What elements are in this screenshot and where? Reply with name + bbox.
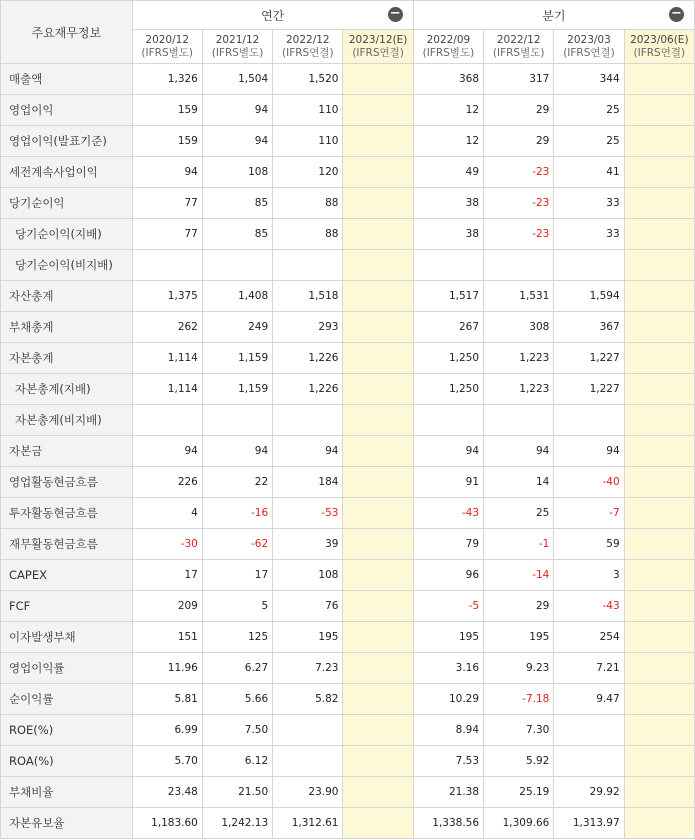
period-basis: (IFRS별도)	[141, 46, 193, 59]
period-basis: (IFRS별도)	[492, 46, 545, 59]
table-row	[1, 219, 695, 250]
value-cell: 5.66	[202, 684, 272, 715]
row-label[interactable]: 자본유보율	[1, 808, 133, 839]
value-cell: 1,223	[484, 343, 554, 374]
table-row	[1, 529, 695, 560]
value-cell: 3	[554, 560, 624, 591]
value-cell: 184	[273, 467, 343, 498]
value-cell: 21.38	[413, 777, 483, 808]
table-row	[1, 126, 695, 157]
period-basis: (IFRS연결)	[352, 46, 404, 59]
value-cell: 1,183.60	[132, 808, 202, 839]
value-cell: 94	[202, 126, 272, 157]
value-cell: 94	[202, 95, 272, 126]
value-cell	[624, 653, 694, 684]
value-cell: 94	[413, 436, 483, 467]
value-cell: -40	[554, 467, 624, 498]
value-cell	[624, 250, 694, 281]
value-cell: 94	[484, 436, 554, 467]
table-row	[1, 374, 695, 405]
value-cell: -30	[132, 529, 202, 560]
value-cell: 38	[413, 188, 483, 219]
value-cell: 209	[132, 591, 202, 622]
period-header	[554, 30, 624, 64]
value-cell: 33	[554, 188, 624, 219]
value-cell: 7.23	[273, 653, 343, 684]
row-label[interactable]: 자본총계	[1, 343, 133, 374]
value-cell	[343, 777, 413, 808]
value-cell: 4	[132, 498, 202, 529]
value-cell: 25.19	[484, 777, 554, 808]
value-cell: 1,504	[202, 64, 272, 95]
value-cell: 77	[132, 188, 202, 219]
row-label[interactable]: 부채총계	[1, 312, 133, 343]
row-label[interactable]: 당기순이익(지배)	[1, 219, 133, 250]
value-cell	[343, 219, 413, 250]
value-cell: 91	[413, 467, 483, 498]
value-cell: 17	[202, 560, 272, 591]
value-cell: 293	[273, 312, 343, 343]
period-date: 2023/12(E)	[348, 33, 408, 46]
value-cell: 6.27	[202, 653, 272, 684]
value-cell: 1,159	[202, 374, 272, 405]
value-cell: 1,227	[554, 374, 624, 405]
value-cell	[554, 405, 624, 436]
value-cell: 5.92	[484, 746, 554, 777]
value-cell	[484, 250, 554, 281]
value-cell	[624, 498, 694, 529]
value-cell: 344	[554, 64, 624, 95]
value-cell: 94	[554, 436, 624, 467]
value-cell: 7.53	[413, 746, 483, 777]
row-label[interactable]: 부채비율	[1, 777, 133, 808]
period-date: 2023/06(E)	[630, 33, 689, 46]
row-label[interactable]: CAPEX	[1, 560, 133, 591]
value-cell: 7.50	[202, 715, 272, 746]
value-cell: 1,227	[554, 343, 624, 374]
value-cell	[624, 157, 694, 188]
value-cell: 94	[202, 436, 272, 467]
value-cell	[273, 250, 343, 281]
row-label[interactable]: 자본총계(비지배)	[1, 405, 133, 436]
table-row	[1, 653, 695, 684]
value-cell: 1,375	[132, 281, 202, 312]
annual-group-header	[132, 1, 413, 30]
value-cell: 29	[484, 591, 554, 622]
value-cell: 9.23	[484, 653, 554, 684]
value-cell: 1,408	[202, 281, 272, 312]
row-label[interactable]: FCF	[1, 591, 133, 622]
value-cell: 96	[413, 560, 483, 591]
table-row	[1, 808, 695, 839]
value-cell	[413, 405, 483, 436]
value-cell: 1,250	[413, 343, 483, 374]
table-row	[1, 250, 695, 281]
table-row	[1, 622, 695, 653]
value-cell: 110	[273, 95, 343, 126]
value-cell: 308	[484, 312, 554, 343]
period-header	[132, 30, 202, 64]
value-cell: 39	[273, 529, 343, 560]
value-cell: 6.12	[202, 746, 272, 777]
value-cell: 21.50	[202, 777, 272, 808]
row-label[interactable]: ROE(%)	[1, 715, 133, 746]
value-cell	[343, 343, 413, 374]
row-label[interactable]: 영업이익률	[1, 653, 133, 684]
value-cell: 1,313.97	[554, 808, 624, 839]
value-cell: 1,226	[273, 343, 343, 374]
collapse-quarterly-icon[interactable]: −	[669, 7, 684, 22]
period-basis: (IFRS별도)	[211, 46, 264, 59]
collapse-annual-icon[interactable]: −	[388, 7, 403, 22]
value-cell	[343, 95, 413, 126]
value-cell: 22	[202, 467, 272, 498]
value-cell	[624, 312, 694, 343]
value-cell: -7	[554, 498, 624, 529]
period-header	[413, 30, 483, 64]
value-cell	[624, 622, 694, 653]
row-label[interactable]: ROA(%)	[1, 746, 133, 777]
period-header	[484, 30, 554, 64]
value-cell	[624, 808, 694, 839]
value-cell: 1,250	[413, 374, 483, 405]
value-cell	[554, 746, 624, 777]
value-cell	[343, 467, 413, 498]
value-cell: 262	[132, 312, 202, 343]
period-header	[273, 30, 343, 64]
value-cell: 159	[132, 126, 202, 157]
value-cell: -62	[202, 529, 272, 560]
value-cell: -7.18	[484, 684, 554, 715]
value-cell	[202, 405, 272, 436]
value-cell: 25	[484, 498, 554, 529]
value-cell: 317	[484, 64, 554, 95]
value-cell: 1,594	[554, 281, 624, 312]
value-cell	[554, 715, 624, 746]
quarterly-group-header	[413, 1, 694, 30]
value-cell: 85	[202, 188, 272, 219]
value-cell	[624, 95, 694, 126]
period-header	[202, 30, 272, 64]
value-cell	[273, 715, 343, 746]
value-cell	[413, 250, 483, 281]
value-cell	[624, 281, 694, 312]
table-row	[1, 281, 695, 312]
value-cell: 5.82	[273, 684, 343, 715]
row-label[interactable]: 순이익률	[1, 684, 133, 715]
value-cell: 5	[202, 591, 272, 622]
value-cell	[343, 808, 413, 839]
value-cell: 94	[132, 157, 202, 188]
period-date: 2021/12	[215, 33, 260, 46]
value-cell	[624, 529, 694, 560]
value-cell: 108	[273, 560, 343, 591]
value-cell: 1,226	[273, 374, 343, 405]
period-date: 2022/09	[426, 33, 471, 46]
table-row	[1, 312, 695, 343]
value-cell	[343, 591, 413, 622]
value-cell	[624, 64, 694, 95]
corner-label: 주요재무정보	[1, 1, 133, 64]
value-cell: 88	[273, 188, 343, 219]
table-row	[1, 405, 695, 436]
table-row	[1, 746, 695, 777]
value-cell	[343, 64, 413, 95]
value-cell: 59	[554, 529, 624, 560]
value-cell	[343, 250, 413, 281]
value-cell: 1,326	[132, 64, 202, 95]
value-cell: 1,518	[273, 281, 343, 312]
table-row	[1, 467, 695, 498]
value-cell: 38	[413, 219, 483, 250]
value-cell: 29	[484, 95, 554, 126]
row-label[interactable]: 영업활동현금흐름	[1, 467, 133, 498]
value-cell: -5	[413, 591, 483, 622]
period-date: 2022/12	[285, 33, 330, 46]
value-cell: 12	[413, 95, 483, 126]
row-label[interactable]: 영업이익	[1, 95, 133, 126]
value-cell	[343, 374, 413, 405]
value-cell: 29	[484, 126, 554, 157]
value-cell	[624, 219, 694, 250]
value-cell	[343, 436, 413, 467]
value-cell: 1,517	[413, 281, 483, 312]
value-cell: 159	[132, 95, 202, 126]
value-cell: -23	[484, 188, 554, 219]
value-cell: 125	[202, 622, 272, 653]
value-cell	[624, 126, 694, 157]
value-cell	[273, 405, 343, 436]
period-basis: (IFRS연결)	[282, 46, 334, 59]
value-cell	[132, 250, 202, 281]
row-label[interactable]: 이자발생부채	[1, 622, 133, 653]
value-cell	[343, 529, 413, 560]
table-row	[1, 777, 695, 808]
value-cell: 6.99	[132, 715, 202, 746]
value-cell: 367	[554, 312, 624, 343]
value-cell: 7.30	[484, 715, 554, 746]
row-label[interactable]: 자산총계	[1, 281, 133, 312]
value-cell: 23.48	[132, 777, 202, 808]
row-label[interactable]: 자본금	[1, 436, 133, 467]
value-cell: 85	[202, 219, 272, 250]
table-row	[1, 64, 695, 95]
period-header	[343, 30, 413, 64]
period-date: 2022/12	[496, 33, 541, 46]
quarterly-label: 분기	[542, 8, 566, 23]
period-basis: (IFRS연결)	[563, 46, 615, 59]
value-cell: 77	[132, 219, 202, 250]
table-row	[1, 560, 695, 591]
value-cell: -1	[484, 529, 554, 560]
value-cell	[624, 436, 694, 467]
value-cell: 76	[273, 591, 343, 622]
period-header	[624, 30, 694, 64]
table-row	[1, 498, 695, 529]
value-cell: 29.92	[554, 777, 624, 808]
value-cell	[343, 157, 413, 188]
value-cell: 94	[273, 436, 343, 467]
value-cell: -14	[484, 560, 554, 591]
value-cell: 17	[132, 560, 202, 591]
table-row	[1, 436, 695, 467]
value-cell: 25	[554, 126, 624, 157]
value-cell	[484, 405, 554, 436]
value-cell: 41	[554, 157, 624, 188]
value-cell	[343, 622, 413, 653]
value-cell	[343, 653, 413, 684]
value-cell	[273, 746, 343, 777]
value-cell: 1,520	[273, 64, 343, 95]
value-cell: 249	[202, 312, 272, 343]
value-cell	[554, 250, 624, 281]
value-cell: 195	[413, 622, 483, 653]
value-cell: 1,114	[132, 343, 202, 374]
value-cell: 1,309.66	[484, 808, 554, 839]
value-cell	[343, 560, 413, 591]
value-cell: 11.96	[132, 653, 202, 684]
row-label[interactable]: 매출액	[1, 64, 133, 95]
row-label[interactable]: 영업이익(발표기준)	[1, 126, 133, 157]
value-cell	[343, 312, 413, 343]
value-cell	[624, 467, 694, 498]
value-cell	[343, 281, 413, 312]
value-cell: 5.70	[132, 746, 202, 777]
value-cell: -53	[273, 498, 343, 529]
row-label[interactable]: 당기순이익(비지배)	[1, 250, 133, 281]
value-cell: 23.90	[273, 777, 343, 808]
row-label[interactable]: 재무활동현금흐름	[1, 529, 133, 560]
table-row	[1, 95, 695, 126]
value-cell: -23	[484, 219, 554, 250]
value-cell: 1,242.13	[202, 808, 272, 839]
value-cell: -23	[484, 157, 554, 188]
period-basis: (IFRS연결)	[633, 46, 686, 59]
value-cell	[624, 777, 694, 808]
value-cell	[624, 343, 694, 374]
value-cell: 151	[132, 622, 202, 653]
value-cell	[343, 715, 413, 746]
value-cell	[132, 405, 202, 436]
value-cell: 368	[413, 64, 483, 95]
period-date: 2023/03	[567, 33, 611, 46]
row-label[interactable]: 세전계속사업이익	[1, 157, 133, 188]
value-cell: 1,223	[484, 374, 554, 405]
table-row	[1, 188, 695, 219]
value-cell: -43	[554, 591, 624, 622]
table-row	[1, 684, 695, 715]
table-row	[1, 591, 695, 622]
value-cell: 10.29	[413, 684, 483, 715]
value-cell	[624, 591, 694, 622]
value-cell	[343, 746, 413, 777]
value-cell: 79	[413, 529, 483, 560]
value-cell: 1,312.61	[273, 808, 343, 839]
value-cell	[343, 684, 413, 715]
table-row	[1, 343, 695, 374]
table-row	[1, 157, 695, 188]
value-cell: 12	[413, 126, 483, 157]
value-cell: 3.16	[413, 653, 483, 684]
period-basis: (IFRS별도)	[422, 46, 475, 59]
value-cell: 49	[413, 157, 483, 188]
value-cell: 1,531	[484, 281, 554, 312]
value-cell: 267	[413, 312, 483, 343]
value-cell: 5.81	[132, 684, 202, 715]
value-cell: 33	[554, 219, 624, 250]
value-cell	[343, 188, 413, 219]
row-label[interactable]: 자본총계(지배)	[1, 374, 133, 405]
value-cell	[624, 405, 694, 436]
value-cell	[624, 746, 694, 777]
value-cell: 195	[484, 622, 554, 653]
row-label[interactable]: 투자활동현금흐름	[1, 498, 133, 529]
value-cell: -16	[202, 498, 272, 529]
value-cell	[624, 715, 694, 746]
value-cell: 94	[132, 436, 202, 467]
value-cell: 195	[273, 622, 343, 653]
value-cell	[624, 374, 694, 405]
value-cell: 25	[554, 95, 624, 126]
value-cell: 1,114	[132, 374, 202, 405]
value-cell	[624, 188, 694, 219]
value-cell: 254	[554, 622, 624, 653]
value-cell	[343, 498, 413, 529]
value-cell: 14	[484, 467, 554, 498]
value-cell	[624, 560, 694, 591]
value-cell	[343, 405, 413, 436]
value-cell	[624, 684, 694, 715]
value-cell	[343, 126, 413, 157]
value-cell: 110	[273, 126, 343, 157]
value-cell: 1,338.56	[413, 808, 483, 839]
value-cell: 226	[132, 467, 202, 498]
value-cell: 1,159	[202, 343, 272, 374]
value-cell: -43	[413, 498, 483, 529]
table-row	[1, 715, 695, 746]
period-date: 2020/12	[145, 33, 190, 46]
value-cell: 120	[273, 157, 343, 188]
value-cell: 108	[202, 157, 272, 188]
value-cell: 88	[273, 219, 343, 250]
value-cell	[202, 250, 272, 281]
value-cell: 8.94	[413, 715, 483, 746]
row-label[interactable]: 당기순이익	[1, 188, 133, 219]
annual-label: 연간	[261, 8, 285, 23]
value-cell: 7.21	[554, 653, 624, 684]
value-cell: 9.47	[554, 684, 624, 715]
